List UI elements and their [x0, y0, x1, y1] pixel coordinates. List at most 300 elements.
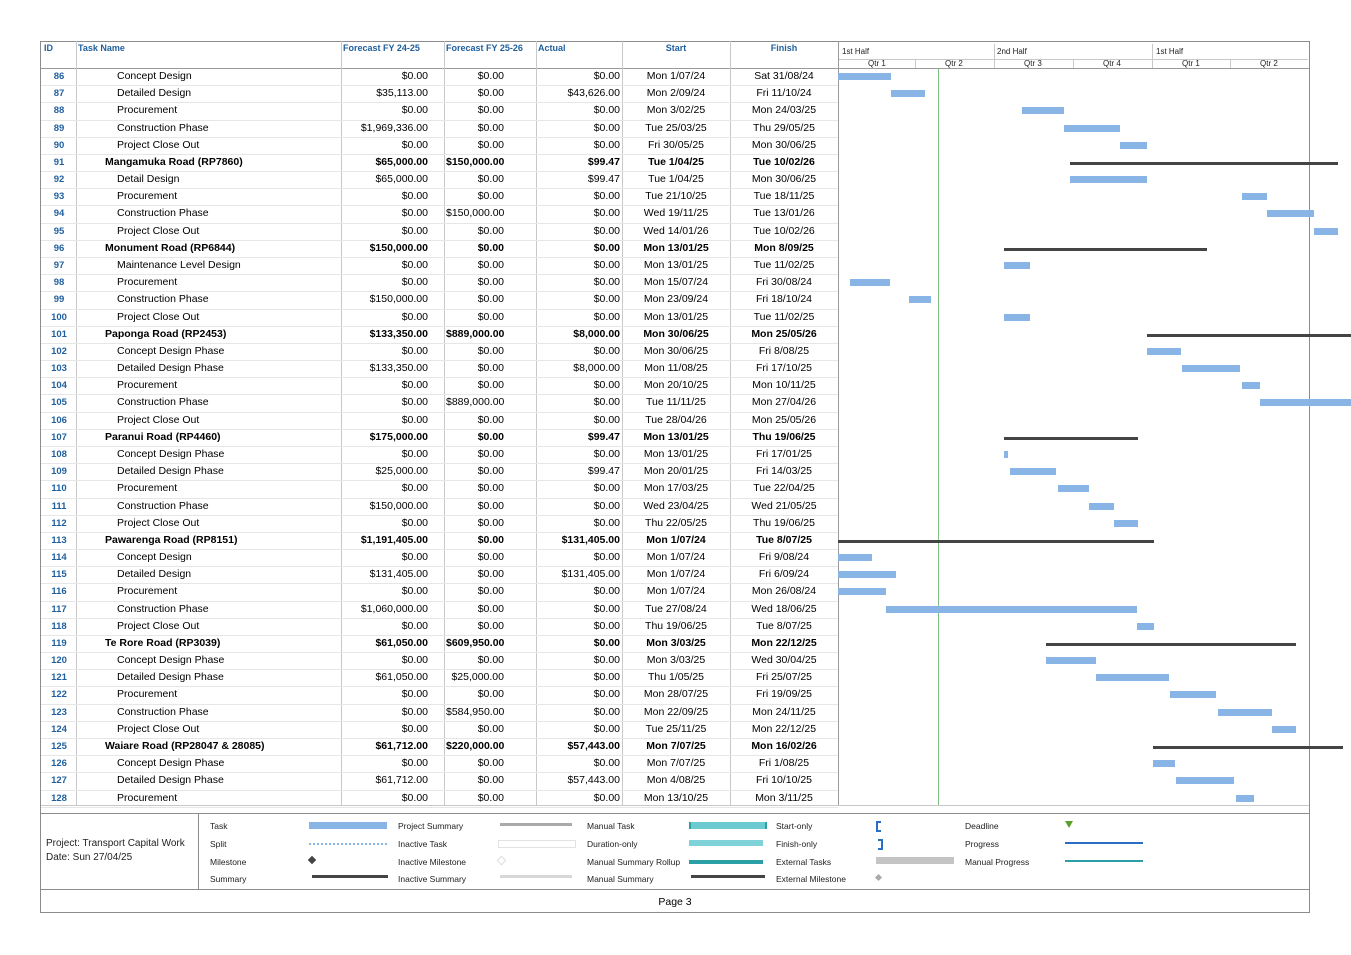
forecast-fy2526[interactable]: $0.00	[477, 499, 504, 512]
gantt-summary-bar[interactable]	[1070, 162, 1338, 165]
actual-cost[interactable]: $0.00	[593, 619, 620, 632]
start-date[interactable]: Mon 22/09/25	[643, 705, 709, 718]
finish-date[interactable]: Fri 25/07/25	[755, 671, 813, 684]
gantt-task-bar[interactable]	[1120, 142, 1147, 149]
gantt-task-bar[interactable]	[838, 571, 896, 578]
task-id[interactable]: 92	[53, 174, 65, 186]
task-id[interactable]: 110	[51, 483, 67, 495]
actual-cost[interactable]: $99.47	[587, 155, 620, 168]
actual-cost[interactable]: $0.00	[593, 722, 620, 735]
start-date[interactable]: Mon 28/07/25	[643, 688, 709, 701]
forecast-fy2425[interactable]: $0.00	[401, 258, 428, 271]
task-name[interactable]: Mangamuka Road (RP7860)	[105, 155, 243, 168]
forecast-fy2526[interactable]: $150,000.00	[446, 207, 504, 220]
task-id[interactable]: 119	[51, 637, 67, 649]
task-name[interactable]: Construction Phase	[117, 207, 209, 220]
task-name[interactable]: Maintenance Level Design	[117, 258, 241, 271]
gantt-task-bar[interactable]	[1096, 674, 1169, 681]
task-id[interactable]: 112	[51, 517, 67, 529]
gantt-task-bar[interactable]	[886, 606, 1137, 613]
forecast-fy2526[interactable]: $0.00	[477, 138, 504, 151]
start-date[interactable]: Mon 23/09/24	[643, 293, 709, 306]
forecast-fy2526[interactable]: $0.00	[477, 430, 504, 443]
actual-cost[interactable]: $99.47	[587, 430, 620, 443]
forecast-fy2526[interactable]: $0.00	[477, 551, 504, 564]
forecast-fy2425[interactable]: $65,000.00	[375, 155, 428, 168]
forecast-fy2425[interactable]: $0.00	[401, 482, 428, 495]
forecast-fy2425[interactable]: $1,060,000.00	[360, 602, 428, 615]
finish-date[interactable]: Fri 9/08/24	[758, 551, 810, 564]
forecast-fy2425[interactable]: $0.00	[401, 516, 428, 529]
finish-date[interactable]: Tue 11/02/25	[753, 310, 815, 323]
task-id[interactable]: 120	[51, 655, 67, 667]
actual-cost[interactable]: $0.00	[593, 757, 620, 770]
forecast-fy2526[interactable]: $0.00	[477, 516, 504, 529]
gantt-summary-bar[interactable]	[1147, 334, 1351, 337]
actual-cost[interactable]: $43,626.00	[567, 87, 620, 100]
actual-cost[interactable]: $0.00	[593, 636, 620, 649]
finish-date[interactable]: Tue 11/02/25	[753, 258, 815, 271]
start-date[interactable]: Mon 3/03/25	[646, 636, 706, 649]
task-id[interactable]: 100	[51, 311, 67, 323]
start-date[interactable]: Mon 1/07/24	[646, 70, 706, 82]
start-date[interactable]: Mon 30/06/25	[643, 344, 709, 357]
task-id[interactable]: 95	[53, 225, 65, 237]
forecast-fy2526[interactable]: $0.00	[477, 224, 504, 237]
finish-date[interactable]: Mon 24/03/25	[751, 104, 817, 117]
start-date[interactable]: Wed 19/11/25	[643, 207, 709, 220]
task-name[interactable]: Concept Design	[117, 551, 192, 564]
forecast-fy2425[interactable]: $0.00	[401, 207, 428, 220]
finish-date[interactable]: Fri 8/08/25	[758, 344, 810, 357]
task-name[interactable]: Detailed Design Phase	[117, 671, 224, 684]
forecast-fy2425[interactable]: $0.00	[401, 585, 428, 598]
start-date[interactable]: Mon 13/01/25	[643, 241, 709, 254]
gantt-task-bar[interactable]	[1153, 760, 1175, 767]
finish-date[interactable]: Mon 30/06/25	[751, 173, 817, 186]
task-name[interactable]: Construction Phase	[117, 293, 209, 306]
col-header-fy2526[interactable]: Forecast FY 25-26	[446, 43, 523, 53]
task-name[interactable]: Procurement	[117, 688, 178, 701]
task-id[interactable]: 108	[51, 448, 67, 460]
forecast-fy2526[interactable]: $0.00	[477, 482, 504, 495]
actual-cost[interactable]: $57,443.00	[567, 774, 620, 787]
start-date[interactable]: Mon 20/01/25	[643, 465, 709, 478]
forecast-fy2425[interactable]: $0.00	[401, 551, 428, 564]
forecast-fy2526[interactable]: $0.00	[477, 619, 504, 632]
forecast-fy2526[interactable]: $0.00	[477, 87, 504, 100]
forecast-fy2526[interactable]: $0.00	[477, 465, 504, 478]
forecast-fy2526[interactable]: $0.00	[477, 310, 504, 323]
task-name[interactable]: Project Close Out	[117, 138, 200, 151]
gantt-task-bar[interactable]	[1070, 176, 1147, 183]
actual-cost[interactable]: $0.00	[593, 276, 620, 289]
task-id[interactable]: 114	[51, 552, 67, 564]
finish-date[interactable]: Fri 10/10/25	[755, 774, 813, 787]
forecast-fy2425[interactable]: $1,969,336.00	[360, 121, 428, 134]
forecast-fy2425[interactable]: $0.00	[401, 190, 428, 203]
actual-cost[interactable]: $131,405.00	[561, 533, 620, 546]
actual-cost[interactable]: $0.00	[593, 516, 620, 529]
gantt-task-bar[interactable]	[1218, 709, 1272, 716]
task-name[interactable]: Project Close Out	[117, 516, 200, 529]
forecast-fy2425[interactable]: $133,350.00	[369, 362, 428, 375]
gantt-task-bar[interactable]	[1089, 503, 1114, 510]
start-date[interactable]: Mon 1/07/24	[646, 533, 706, 546]
finish-date[interactable]: Sat 31/08/24	[754, 70, 814, 82]
task-id[interactable]: 94	[53, 208, 65, 220]
start-date[interactable]: Mon 13/01/25	[643, 258, 709, 271]
finish-date[interactable]: Mon 27/04/26	[751, 396, 817, 409]
forecast-fy2526[interactable]: $0.00	[477, 757, 504, 770]
task-name[interactable]: Waiare Road (RP28047 & 28085)	[105, 740, 265, 753]
start-date[interactable]: Fri 30/05/25	[647, 138, 705, 151]
start-date[interactable]: Tue 11/11/25	[646, 396, 706, 409]
actual-cost[interactable]: $0.00	[593, 396, 620, 409]
task-name[interactable]: Monument Road (RP6844)	[105, 241, 236, 254]
forecast-fy2526[interactable]: $220,000.00	[446, 740, 504, 753]
actual-cost[interactable]: $0.00	[593, 293, 620, 306]
gantt-task-bar[interactable]	[1242, 382, 1261, 389]
task-id[interactable]: 91	[53, 156, 65, 168]
actual-cost[interactable]: $0.00	[593, 241, 620, 254]
forecast-fy2425[interactable]: $0.00	[401, 104, 428, 117]
forecast-fy2526[interactable]: $0.00	[477, 121, 504, 134]
finish-date[interactable]: Fri 17/10/25	[755, 362, 813, 375]
forecast-fy2425[interactable]: $0.00	[401, 379, 428, 392]
task-name[interactable]: Concept Design Phase	[117, 447, 225, 460]
forecast-fy2425[interactable]: $1,191,405.00	[360, 533, 428, 546]
task-id[interactable]: 93	[53, 191, 65, 203]
gantt-task-bar[interactable]	[1022, 107, 1064, 114]
forecast-fy2526[interactable]: $0.00	[477, 70, 504, 82]
task-name[interactable]: Procurement	[117, 104, 178, 117]
actual-cost[interactable]: $0.00	[593, 344, 620, 357]
forecast-fy2526[interactable]: $0.00	[477, 190, 504, 203]
col-header-id[interactable]: ID	[44, 43, 53, 53]
finish-date[interactable]: Fri 6/09/24	[758, 568, 810, 581]
task-id[interactable]: 101	[51, 328, 67, 340]
actual-cost[interactable]: $0.00	[593, 688, 620, 701]
finish-date[interactable]: Mon 22/12/25	[751, 722, 817, 735]
actual-cost[interactable]: $131,405.00	[561, 568, 620, 581]
task-name[interactable]: Detailed Design	[117, 568, 192, 581]
finish-date[interactable]: Fri 14/03/25	[755, 465, 813, 478]
gantt-task-bar[interactable]	[891, 90, 925, 97]
forecast-fy2526[interactable]: $0.00	[477, 774, 504, 787]
forecast-fy2526[interactable]: $609,950.00	[446, 636, 504, 649]
forecast-fy2526[interactable]: $0.00	[477, 379, 504, 392]
col-header-finish[interactable]: Finish	[770, 43, 798, 53]
forecast-fy2526[interactable]: $0.00	[477, 447, 504, 460]
actual-cost[interactable]: $0.00	[593, 585, 620, 598]
forecast-fy2526[interactable]: $0.00	[477, 654, 504, 667]
start-date[interactable]: Mon 1/07/24	[646, 585, 706, 598]
finish-date[interactable]: Mon 3/11/25	[755, 791, 813, 804]
forecast-fy2526[interactable]: $0.00	[477, 533, 504, 546]
start-date[interactable]: Wed 23/04/25	[643, 499, 709, 512]
gantt-task-bar[interactable]	[1114, 520, 1139, 527]
start-date[interactable]: Wed 14/01/26	[643, 224, 709, 237]
forecast-fy2425[interactable]: $0.00	[401, 70, 428, 82]
forecast-fy2425[interactable]: $0.00	[401, 138, 428, 151]
actual-cost[interactable]: $8,000.00	[573, 362, 620, 375]
task-id[interactable]: 96	[53, 242, 65, 254]
task-name[interactable]: Concept Design	[117, 70, 192, 82]
finish-date[interactable]: Mon 16/02/26	[751, 740, 817, 753]
task-name[interactable]: Detailed Design Phase	[117, 362, 224, 375]
gantt-task-bar[interactable]	[838, 554, 872, 561]
task-id[interactable]: 127	[51, 775, 67, 787]
forecast-fy2425[interactable]: $0.00	[401, 722, 428, 735]
forecast-fy2425[interactable]: $0.00	[401, 757, 428, 770]
gantt-task-bar[interactable]	[1004, 262, 1029, 269]
finish-date[interactable]: Mon 25/05/26	[751, 413, 817, 426]
finish-date[interactable]: Mon 26/08/24	[751, 585, 817, 598]
task-id[interactable]: 107	[51, 431, 67, 443]
forecast-fy2526[interactable]: $0.00	[477, 241, 504, 254]
task-name[interactable]: Procurement	[117, 379, 178, 392]
gantt-task-bar[interactable]	[1170, 691, 1216, 698]
forecast-fy2425[interactable]: $0.00	[401, 447, 428, 460]
task-name[interactable]: Construction Phase	[117, 602, 209, 615]
start-date[interactable]: Mon 7/07/25	[646, 757, 706, 770]
start-date[interactable]: Mon 20/10/25	[643, 379, 709, 392]
task-name[interactable]: Project Close Out	[117, 619, 200, 632]
task-name[interactable]: Concept Design Phase	[117, 344, 225, 357]
start-date[interactable]: Mon 13/01/25	[643, 430, 709, 443]
actual-cost[interactable]: $8,000.00	[573, 327, 620, 340]
actual-cost[interactable]: $0.00	[593, 310, 620, 323]
task-id[interactable]: 109	[51, 466, 67, 478]
gantt-task-bar[interactable]	[1236, 795, 1255, 802]
actual-cost[interactable]: $0.00	[593, 207, 620, 220]
gantt-summary-bar[interactable]	[1046, 643, 1296, 646]
task-id[interactable]: 123	[51, 706, 67, 718]
task-id[interactable]: 86	[53, 71, 65, 82]
start-date[interactable]: Mon 17/03/25	[643, 482, 709, 495]
actual-cost[interactable]: $0.00	[593, 104, 620, 117]
gantt-task-bar[interactable]	[1176, 777, 1234, 784]
finish-date[interactable]: Tue 13/01/26	[753, 207, 815, 220]
actual-cost[interactable]: $0.00	[593, 499, 620, 512]
forecast-fy2526[interactable]: $0.00	[477, 413, 504, 426]
col-header-name[interactable]: Task Name	[78, 43, 125, 53]
start-date[interactable]: Mon 13/01/25	[643, 310, 709, 323]
forecast-fy2425[interactable]: $0.00	[401, 276, 428, 289]
actual-cost[interactable]: $0.00	[593, 70, 620, 82]
task-id[interactable]: 125	[51, 741, 67, 753]
forecast-fy2526[interactable]: $0.00	[477, 258, 504, 271]
forecast-fy2526[interactable]: $0.00	[477, 104, 504, 117]
task-name[interactable]: Procurement	[117, 585, 178, 598]
task-id[interactable]: 126	[51, 758, 67, 770]
finish-date[interactable]: Tue 8/07/25	[756, 533, 812, 546]
start-date[interactable]: Thu 19/06/25	[645, 619, 707, 632]
task-id[interactable]: 89	[53, 122, 65, 134]
gantt-summary-bar[interactable]	[1004, 437, 1138, 440]
task-id[interactable]: 97	[53, 259, 65, 271]
gantt-task-bar[interactable]	[1064, 125, 1120, 132]
task-id[interactable]: 117	[51, 603, 67, 615]
forecast-fy2526[interactable]: $0.00	[477, 293, 504, 306]
gantt-summary-bar[interactable]	[838, 540, 1154, 543]
task-name[interactable]: Detail Design	[117, 173, 180, 186]
task-name[interactable]: Paranui Road (RP4460)	[105, 430, 221, 443]
forecast-fy2526[interactable]: $25,000.00	[451, 671, 504, 684]
finish-date[interactable]: Tue 10/02/26	[753, 224, 815, 237]
forecast-fy2425[interactable]: $175,000.00	[369, 430, 428, 443]
forecast-fy2526[interactable]: $0.00	[477, 585, 504, 598]
actual-cost[interactable]: $99.47	[587, 173, 620, 186]
actual-cost[interactable]: $57,443.00	[567, 740, 620, 753]
start-date[interactable]: Tue 28/04/26	[645, 413, 707, 426]
forecast-fy2526[interactable]: $889,000.00	[446, 396, 504, 409]
actual-cost[interactable]: $0.00	[593, 121, 620, 134]
gantt-summary-bar[interactable]	[1004, 248, 1207, 251]
forecast-fy2425[interactable]: $0.00	[401, 654, 428, 667]
start-date[interactable]: Mon 11/08/25	[644, 362, 708, 375]
task-id[interactable]: 99	[53, 294, 65, 306]
gantt-task-bar[interactable]	[1182, 365, 1240, 372]
actual-cost[interactable]: $0.00	[593, 190, 620, 203]
actual-cost[interactable]: $0.00	[593, 654, 620, 667]
finish-date[interactable]: Mon 22/12/25	[751, 636, 817, 649]
finish-date[interactable]: Thu 19/06/25	[753, 516, 815, 529]
finish-date[interactable]: Tue 10/02/26	[753, 155, 815, 168]
start-date[interactable]: Tue 1/04/25	[648, 155, 704, 168]
actual-cost[interactable]: $0.00	[593, 671, 620, 684]
actual-cost[interactable]: $0.00	[593, 705, 620, 718]
start-date[interactable]: Mon 2/09/24	[646, 87, 706, 100]
finish-date[interactable]: Mon 30/06/25	[751, 138, 817, 151]
task-id[interactable]: 116	[51, 586, 67, 598]
start-date[interactable]: Mon 4/08/25	[646, 774, 706, 787]
task-id[interactable]: 98	[53, 277, 65, 289]
col-header-start[interactable]: Start	[665, 43, 687, 53]
forecast-fy2425[interactable]: $35,113.00	[376, 87, 428, 100]
col-header-actual[interactable]: Actual	[538, 43, 566, 53]
finish-date[interactable]: Mon 24/11/25	[752, 705, 816, 718]
finish-date[interactable]: Thu 29/05/25	[753, 121, 815, 134]
task-name[interactable]: Detailed Design Phase	[117, 774, 224, 787]
forecast-fy2425[interactable]: $0.00	[401, 224, 428, 237]
task-id[interactable]: 128	[51, 792, 67, 804]
start-date[interactable]: Tue 25/11/25	[645, 722, 707, 735]
task-name[interactable]: Concept Design Phase	[117, 757, 225, 770]
gantt-task-bar[interactable]	[850, 279, 890, 286]
task-id[interactable]: 102	[51, 345, 67, 357]
forecast-fy2425[interactable]: $0.00	[401, 688, 428, 701]
start-date[interactable]: Mon 3/02/25	[646, 104, 706, 117]
task-id[interactable]: 105	[51, 397, 67, 409]
gantt-task-bar[interactable]	[1137, 623, 1154, 630]
actual-cost[interactable]: $0.00	[593, 224, 620, 237]
gantt-task-bar[interactable]	[1004, 314, 1029, 321]
finish-date[interactable]: Mon 8/09/25	[754, 241, 814, 254]
task-name[interactable]: Project Close Out	[117, 224, 200, 237]
gantt-task-bar[interactable]	[1058, 485, 1089, 492]
gantt-task-bar[interactable]	[909, 296, 931, 303]
task-name[interactable]: Construction Phase	[117, 121, 209, 134]
start-date[interactable]: Mon 1/07/24	[646, 551, 706, 564]
task-id[interactable]: 118	[51, 620, 67, 632]
task-name[interactable]: Construction Phase	[117, 705, 209, 718]
forecast-fy2425[interactable]: $0.00	[401, 310, 428, 323]
forecast-fy2425[interactable]: $150,000.00	[369, 499, 428, 512]
task-name[interactable]: Procurement	[117, 791, 178, 804]
task-id[interactable]: 122	[51, 689, 67, 701]
finish-date[interactable]: Wed 18/06/25	[751, 602, 817, 615]
finish-date[interactable]: Fri 18/10/24	[755, 293, 813, 306]
actual-cost[interactable]: $0.00	[593, 379, 620, 392]
task-name[interactable]: Pawarenga Road (RP8151)	[105, 533, 238, 546]
start-date[interactable]: Mon 30/06/25	[643, 327, 709, 340]
task-name[interactable]: Detailed Design Phase	[117, 465, 224, 478]
forecast-fy2425[interactable]: $131,405.00	[369, 568, 428, 581]
task-id[interactable]: 88	[53, 105, 65, 117]
start-date[interactable]: Mon 7/07/25	[646, 740, 706, 753]
gantt-task-bar[interactable]	[1147, 348, 1181, 355]
gantt-task-bar[interactable]	[1010, 468, 1056, 475]
forecast-fy2425[interactable]: $0.00	[401, 791, 428, 804]
start-date[interactable]: Tue 25/03/25	[645, 121, 707, 134]
gantt-task-bar[interactable]	[1242, 193, 1267, 200]
gantt-task-bar[interactable]	[838, 73, 891, 80]
task-name[interactable]: Project Close Out	[117, 310, 200, 323]
actual-cost[interactable]: $0.00	[593, 482, 620, 495]
forecast-fy2425[interactable]: $25,000.00	[375, 465, 428, 478]
finish-date[interactable]: Wed 30/04/25	[751, 654, 817, 667]
task-name[interactable]: Procurement	[117, 276, 178, 289]
finish-date[interactable]: Fri 1/08/25	[758, 757, 810, 770]
finish-date[interactable]: Tue 18/11/25	[753, 190, 815, 203]
gantt-task-bar[interactable]	[1267, 210, 1314, 217]
start-date[interactable]: Tue 1/04/25	[648, 173, 704, 186]
finish-date[interactable]: Fri 19/09/25	[755, 688, 813, 701]
forecast-fy2425[interactable]: $0.00	[401, 413, 428, 426]
task-name[interactable]: Construction Phase	[117, 499, 209, 512]
task-name[interactable]: Project Close Out	[117, 413, 200, 426]
task-name[interactable]: Procurement	[117, 190, 178, 203]
actual-cost[interactable]: $0.00	[593, 413, 620, 426]
forecast-fy2425[interactable]: $150,000.00	[369, 293, 428, 306]
start-date[interactable]: Mon 13/01/25	[643, 447, 709, 460]
task-name[interactable]: Paponga Road (RP2453)	[105, 327, 227, 340]
forecast-fy2526[interactable]: $0.00	[477, 688, 504, 701]
finish-date[interactable]: Wed 21/05/25	[751, 499, 817, 512]
task-name[interactable]: Detailed Design	[117, 87, 192, 100]
forecast-fy2425[interactable]: $133,350.00	[369, 327, 428, 340]
forecast-fy2526[interactable]: $0.00	[477, 722, 504, 735]
forecast-fy2425[interactable]: $61,712.00	[375, 774, 428, 787]
forecast-fy2425[interactable]: $0.00	[401, 705, 428, 718]
gantt-task-bar[interactable]	[838, 588, 886, 595]
forecast-fy2526[interactable]: $0.00	[477, 362, 504, 375]
gantt-summary-bar[interactable]	[1153, 746, 1344, 749]
actual-cost[interactable]: $0.00	[593, 258, 620, 271]
task-id[interactable]: 104	[51, 380, 67, 392]
gantt-task-bar[interactable]	[1046, 657, 1096, 664]
actual-cost[interactable]: $99.47	[587, 465, 620, 478]
forecast-fy2425[interactable]: $65,000.00	[375, 173, 428, 186]
task-id[interactable]: 106	[51, 414, 67, 426]
forecast-fy2425[interactable]: $61,712.00	[375, 740, 428, 753]
start-date[interactable]: Tue 21/10/25	[645, 190, 707, 203]
task-id[interactable]: 103	[51, 363, 67, 375]
actual-cost[interactable]: $0.00	[593, 551, 620, 564]
forecast-fy2526[interactable]: $0.00	[477, 173, 504, 186]
